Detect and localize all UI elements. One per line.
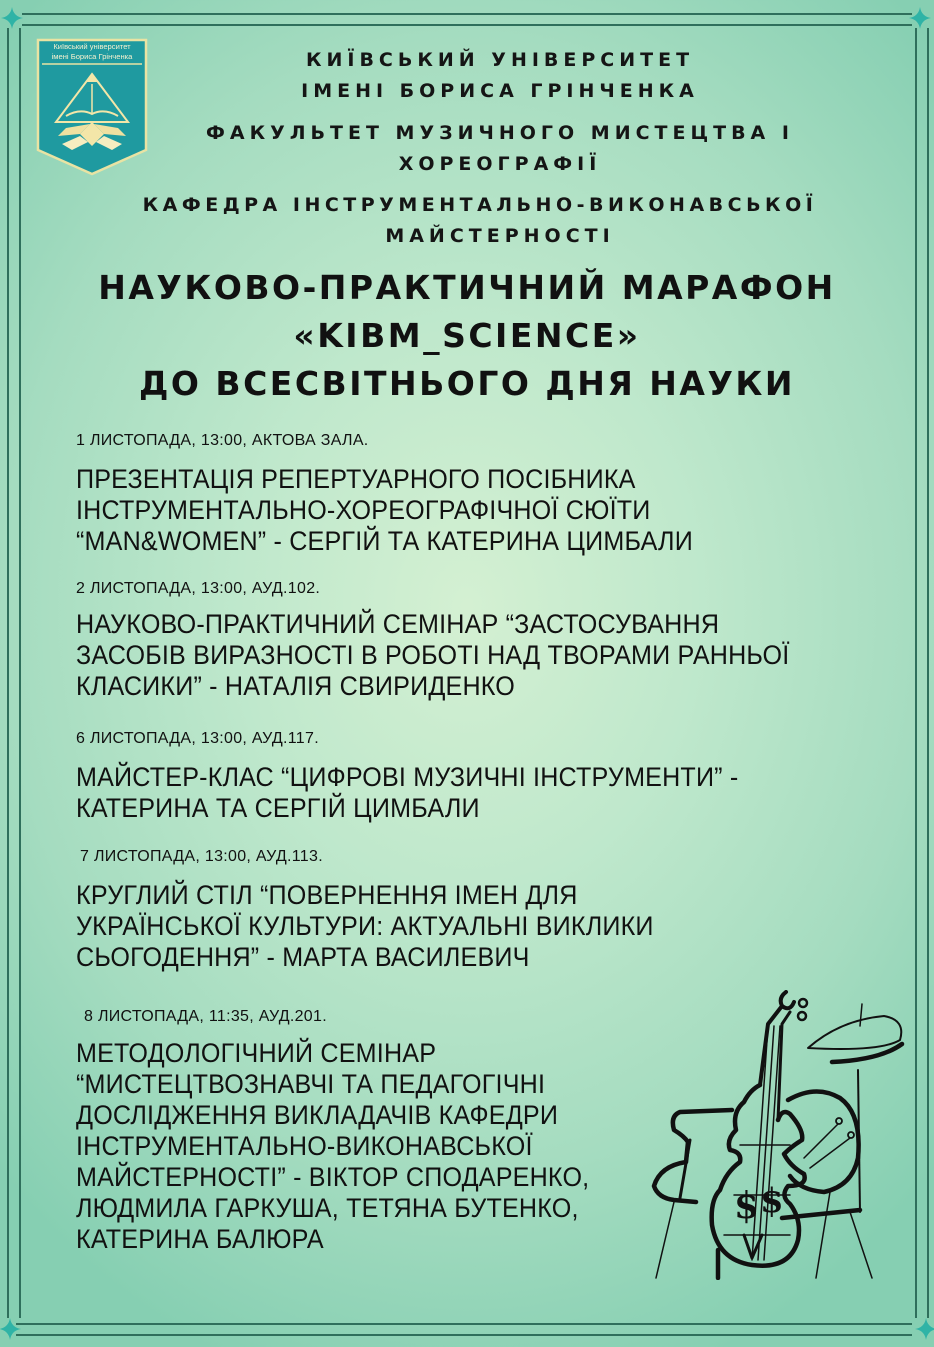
event-line: ПРЕЗЕНТАЦІЯ РЕПЕРТУАРНОГО ПОСІБНИКА (76, 464, 636, 494)
event-line: КРУГЛИЙ СТІЛ “ПОВЕРНЕННЯ ІМЕН ДЛЯ (76, 880, 578, 910)
logo-text-line1: Київський університет (53, 42, 131, 51)
event-line: “МИСТЕЦТВОЗНАВЧІ ТА ПЕДАГОГІЧНІ (76, 1069, 546, 1099)
event-date: 2 ЛИСТОПАДА, 13:00, АУД.102. (76, 580, 321, 597)
event-line: НАУКОВО-ПРАКТИЧНИЙ СЕМІНАР “ЗАСТОСУВАННЯ (76, 609, 720, 639)
double-bass-drum-icon (640, 990, 920, 1280)
university-logo (36, 38, 148, 176)
event-description (76, 1038, 589, 1255)
event-line: КЛАСИКИ” - НАТАЛІЯ СВИРИДЕНКО (76, 671, 516, 701)
event-title-line3: ДО ВСЕСВІТНЬОГО ДНЯ НАУКИ (138, 364, 795, 403)
event-description (76, 464, 693, 557)
event-line: ЛЮДМИЛА ГАРКУША, ТЕТЯНА БУТЕНКО, (76, 1193, 579, 1223)
event-description (76, 762, 738, 824)
department-name-line1: КАФЕДРА ІНСТРУМЕНТАЛЬНО-ВИКОНАВСЬКОЇ (142, 194, 818, 216)
event-line: “MAN&WOMEN” - СЕРГІЙ ТА КАТЕРИНА ЦИМБАЛИ (76, 526, 693, 556)
frame-top-outer (22, 13, 912, 15)
event-line: ІНСТРУМЕНТАЛЬНО-ХОРЕОГРАФІЧНОЇ СЮЇТИ (76, 495, 651, 525)
event-title-line1: НАУКОВО-ПРАКТИЧНИЙ МАРАФОН (98, 268, 836, 307)
event-line: УКРАЇНСЬКОЇ КУЛЬТУРИ: АКТУАЛЬНІ ВИКЛИКИ (76, 911, 654, 941)
faculty-name-line2: ХОРЕОГРАФІЇ (398, 153, 602, 175)
event-date: 1 ЛИСТОПАДА, 13:00, АКТОВА ЗАЛА. (76, 432, 369, 449)
event-date: 6 ЛИСТОПАДА, 13:00, АУД.117. (76, 730, 319, 747)
frame-right-inner (927, 28, 929, 1318)
event-line: ЗАСОБІВ ВИРАЗНОСТІ В РОБОТІ НАД ТВОРАМИ РАННЬОЇ (76, 640, 790, 670)
event-line: МАЙСТЕРНОСТІ” - ВІКТОР СПОДАРЕНКО, (76, 1162, 590, 1192)
university-name-line2: ІМЕНІ БОРИСА ГРІНЧЕНКА (301, 80, 699, 102)
event-line: КАТЕРИНА БАЛЮРА (76, 1224, 324, 1254)
frame-bottom-outer (16, 1323, 912, 1325)
svg-text:$: $ (734, 1185, 760, 1227)
corner-star-icon (1, 7, 23, 29)
event-line: МЕТОДОЛОГІЧНИЙ СЕМІНАР (76, 1038, 437, 1068)
event-line: ІНСТРУМЕНТАЛЬНО-ВИКОНАВСЬКОЇ (76, 1131, 533, 1161)
event-title-line2: «KIBM_SCIENCE» (293, 316, 641, 355)
event-description (76, 880, 654, 973)
event-line: МАЙСТЕР-КЛАС “ЦИФРОВІ МУЗИЧНІ ІНСТРУМЕНТИ” - (76, 762, 739, 792)
department-name-line2: МАЙСТЕРНОСТІ (385, 225, 615, 247)
university-name-line1: КИЇВСЬКИЙ УНІВЕРСИТЕТ (305, 49, 695, 71)
event-line: КАТЕРИНА ТА СЕРГІЙ ЦИМБАЛИ (76, 793, 480, 823)
corner-star-icon (909, 7, 931, 29)
faculty-name-line1: ФАКУЛЬТЕТ МУЗИЧНОГО МИСТЕЦТВА І (206, 122, 794, 144)
logo-text-line2: імені Бориса Грінченка (51, 52, 133, 61)
corner-star-icon (915, 1318, 934, 1340)
event-line: СЬОГОДЕННЯ” - МАРТА ВАСИЛЕВИЧ (76, 942, 530, 972)
corner-star-icon (0, 1318, 21, 1340)
event-date: 8 ЛИСТОПАДА, 11:35, АУД.201. (84, 1008, 327, 1025)
svg-text:$: $ (760, 1181, 784, 1221)
frame-left-outer (7, 28, 9, 1318)
frame-left-inner (19, 28, 21, 1318)
event-date: 7 ЛИСТОПАДА, 13:00, АУД.113. (80, 848, 323, 865)
frame-top-inner (22, 24, 912, 26)
frame-bottom-inner (16, 1334, 912, 1336)
event-description (76, 609, 789, 702)
event-line: ДОСЛІДЖЕННЯ ВИКЛАДАЧІВ КАФЕДРИ (76, 1100, 559, 1130)
